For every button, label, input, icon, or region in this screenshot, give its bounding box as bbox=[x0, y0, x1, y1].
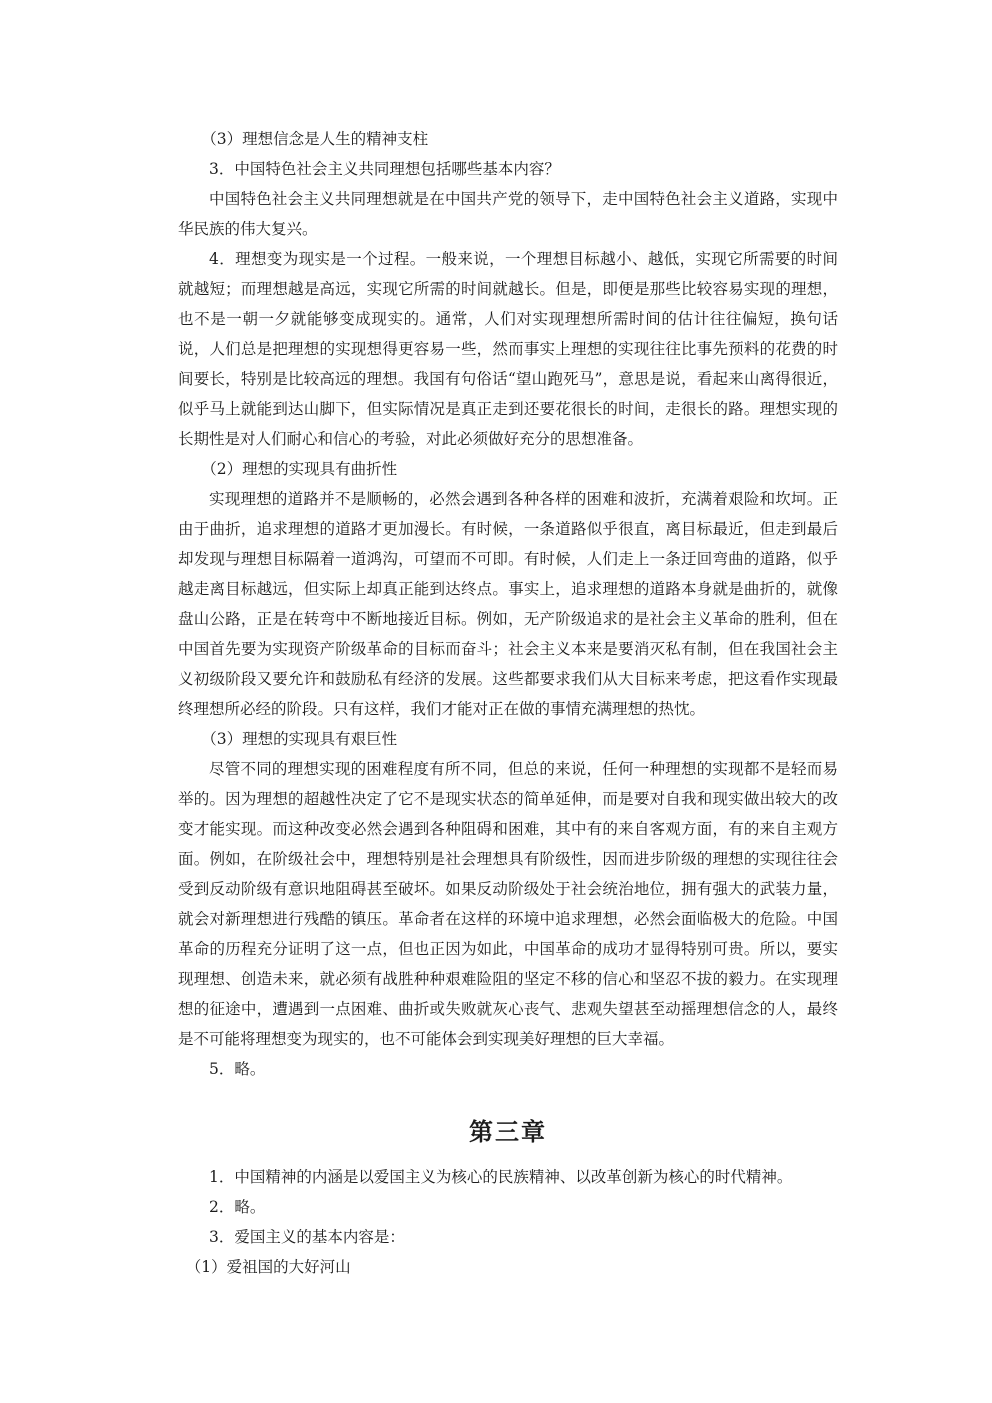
paragraph: 实现理想的道路并不是顺畅的，必然会遇到各种各样的困难和波折，充满着艰险和坎坷。正由于曲折，追求理想的道路才更加漫长。有时候，一条道路似乎很直，离目标最近，但走到最后却发现与理想目标隔着一道鸿沟，可望而不可即。有时候，人们走上一条迂回弯曲的道路，似乎越走离目标越远，但实际上却真正能到达终点。事实上，追求理想的道路本身就是曲折的，就像盘山公路，正是在转弯中不断地接近目标。例如，无产阶级追求的是社会主义革命的胜利，但在中国首先要为实现资产阶级革命的目标而奋斗；社会主义本来是要消灭私有制，但在我国社会主义初级阶段又要允许和鼓励私有经济的发展。这些都要求我们从大目标来考虑，把这看作实现最终理想所必经的阶段。只有这样，我们才能对正在做的事情充满理想的热忱。 bbox=[178, 490, 838, 718]
paragraph: 2．略。 bbox=[209, 1198, 266, 1216]
paragraph: 中国特色社会主义共同理想就是在中国共产党的领导下，走中国特色社会主义道路，实现中华民族的伟大复兴。 bbox=[178, 190, 838, 238]
section-chapter-two-answers bbox=[178, 124, 838, 1084]
paragraph: 3．中国特色社会主义共同理想包括哪些基本内容？ bbox=[209, 160, 560, 178]
paragraph: （3）理想信念是人生的精神支柱 bbox=[201, 130, 429, 148]
page-content bbox=[178, 124, 838, 1282]
chapter-title: 第三章 bbox=[469, 1118, 547, 1146]
section-chapter-three-answers bbox=[178, 1162, 838, 1282]
paragraph: 4．理想变为现实是一个过程。一般来说，一个理想目标越小、越低，实现它所需要的时间就越短；而理想越是高远，实现它所需的时间就越长。但是，即便是那些比较容易实现的理想，也不是一朝一夕就能够变成现实的。通常，人们对实现理想所需时间的估计往往偏短，换句话说，人们总是把理想的实现想得更容易一些，然而事实上理想的实现往往比事先预料的花费的时间要长，特别是比较高远的理想。我国有句俗话“望山跑死马”，意思是说，看起来山离得很近，似乎马上就能到达山脚下，但实际情况是真正走到还要花很长的时间，走很长的路。理想实现的长期性是对人们耐心和信心的考验，对此必须做好充分的思想准备。 bbox=[178, 250, 838, 448]
paragraph: 1．中国精神的内涵是以爱国主义为核心的民族精神、以改革创新为核心的时代精神。 bbox=[209, 1168, 793, 1186]
paragraph: 5．略。 bbox=[209, 1060, 266, 1078]
paragraph: 尽管不同的理想实现的困难程度有所不同，但总的来说，任何一种理想的实现都不是轻而易举的。因为理想的超越性决定了它不是现实状态的简单延伸，而是要对自我和现实做出较大的改变才能实现。而这种改变必然会遇到各种阻碍和困难，其中有的来自客观方面，有的来自主观方面。例如，在阶级社会中，理想特别是社会理想具有阶级性，因而进步阶级的理想的实现往往会受到反动阶级有意识地阻碍甚至破坏。如果反动阶级处于社会统治地位，拥有强大的武装力量，就会对新理想进行残酷的镇压。革命者在这样的环境中追求理想，必然会面临极大的危险。中国革命的历程充分证明了这一点，但也正因为如此，中国革命的成功才显得特别可贵。所以，要实现理想、创造未来，就必须有战胜种种艰难险阻的坚定不移的信心和坚忍不拔的毅力。在实现理想的征途中，遭遇到一点困难、曲折或失败就灰心丧气、悲观失望甚至动摇理想信念的人，最终是不可能将理想变为现实的，也不可能体会到实现美好理想的巨大幸福。 bbox=[178, 760, 838, 1048]
paragraph: （2）理想的实现具有曲折性 bbox=[201, 460, 398, 478]
paragraph: （1）爱祖国的大好河山 bbox=[185, 1258, 351, 1276]
paragraph: （3）理想的实现具有艰巨性 bbox=[201, 730, 398, 748]
paragraph: 3．爱国主义的基本内容是： bbox=[209, 1228, 405, 1246]
